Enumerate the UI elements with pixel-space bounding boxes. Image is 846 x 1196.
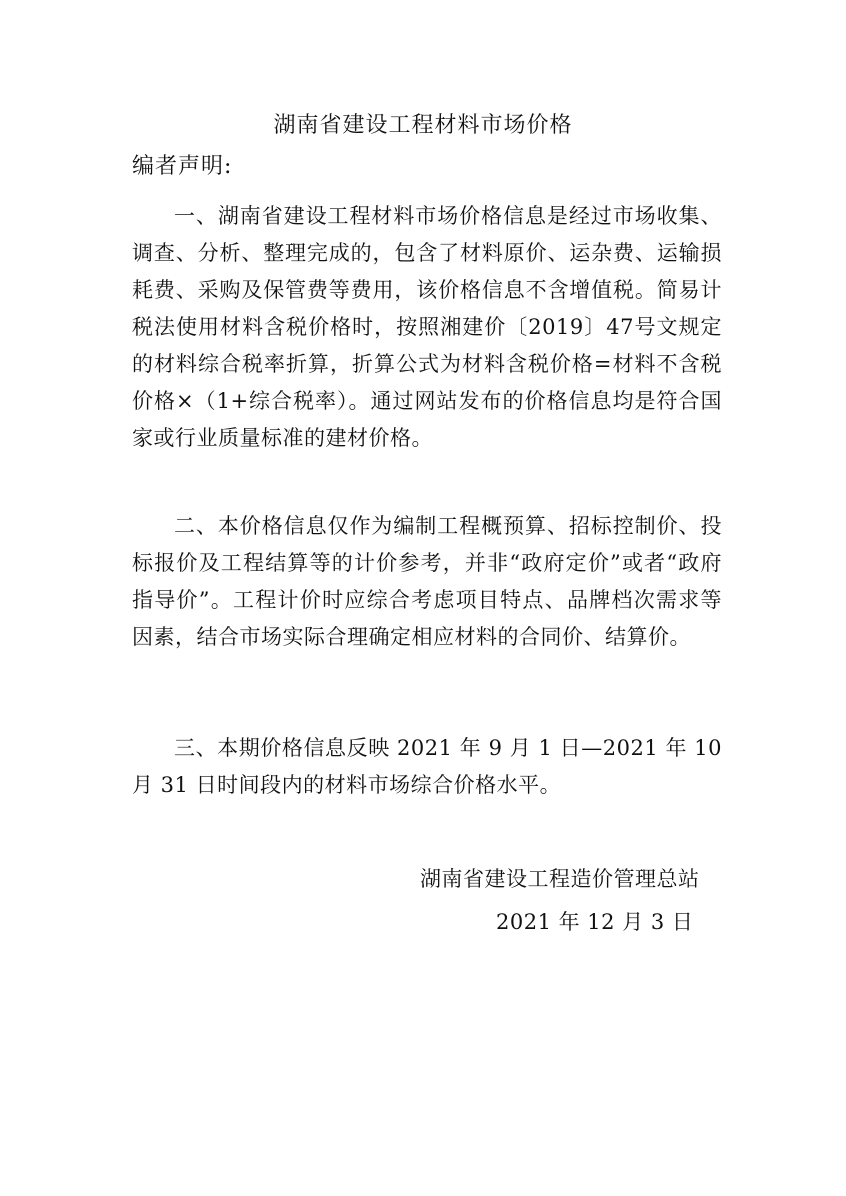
statement-paragraph-2: 二、本价格信息仅作为编制工程概预算、招标控制价、投标报价及工程结算等的计价参考，并非“政府定价”或者“政府指导价”。工程计价时应综合考虑项目特点、品牌档次需求等因素，结合市场实际合理确定相应材料的合同价、结算价。	[132, 514, 722, 649]
statement-paragraph-3: 三、本期价格信息反映 2021 年 9 月 1 日—2021 年 10 月 31 日时间段内的材料市场综合价格水平。	[132, 736, 722, 797]
issuing-organization: 湖南省建设工程造价管理总站	[420, 867, 700, 891]
issue-date: 2021 年 12 月 3 日	[496, 910, 694, 934]
statement-paragraph-1: 一、湖南省建设工程材料市场价格信息是经过市场收集、调查、分析、整理完成的，包含了材料原价、运杂费、运输损耗费、采购及保管费等费用，该价格信息不含增值税。简易计税法使用材料含税价格时，按照湘建价〔2019〕47号文规定的材料综合税率折算，折算公式为材料含税价格=材料不含税价格×（1+综合税率）。通过网站发布的价格信息均是符合国家或行业质量标准的建材价格。	[132, 204, 722, 450]
document-title: 湖南省建设工程材料市场价格	[273, 113, 573, 138]
editor-statement-label: 编者声明:	[132, 154, 233, 179]
